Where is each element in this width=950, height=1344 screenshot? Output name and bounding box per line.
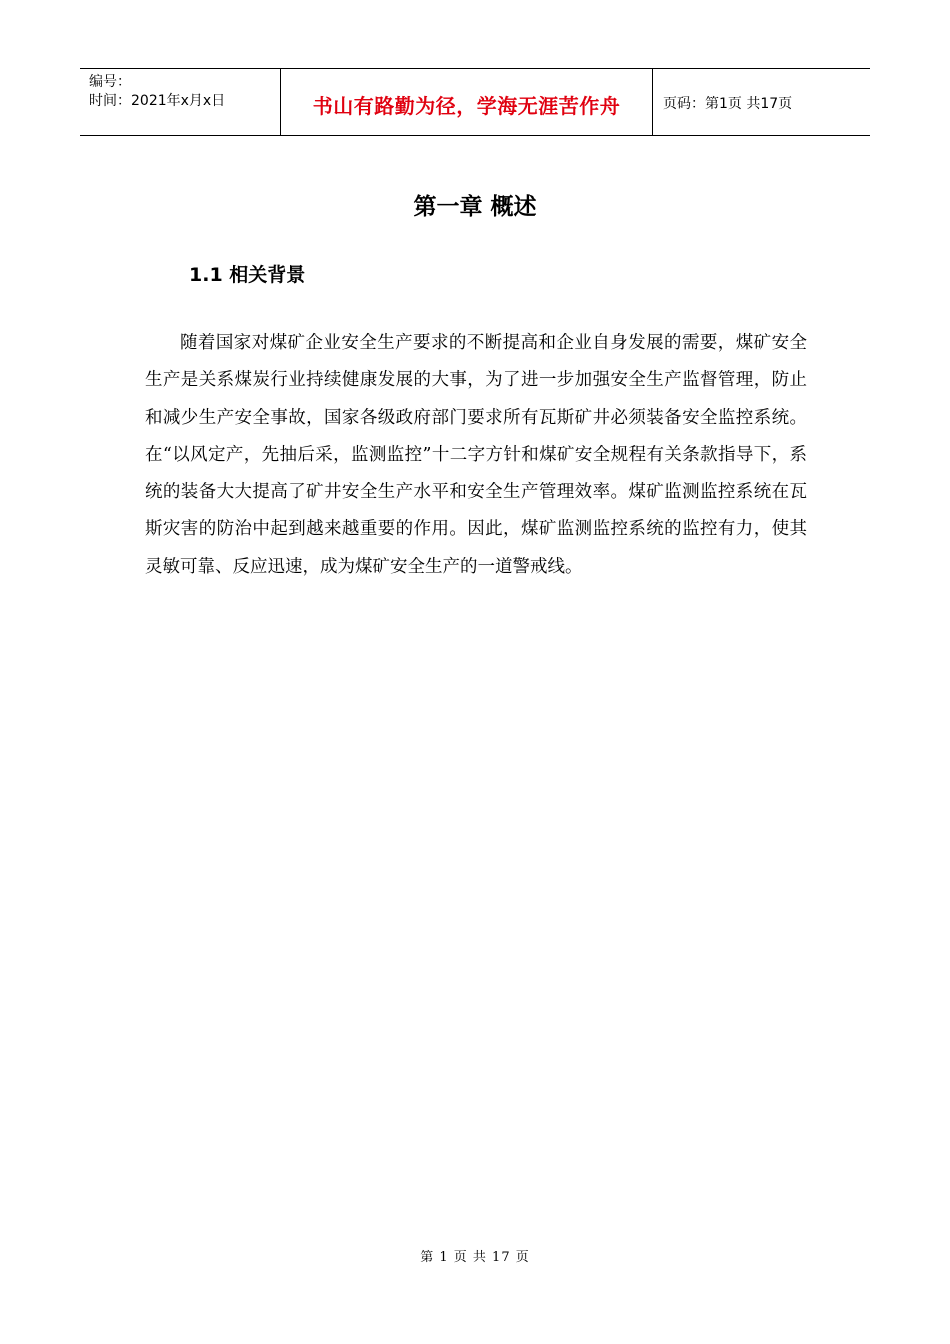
serial-number-label: 编号：	[89, 74, 131, 90]
body-paragraph: 随着国家对煤矿企业安全生产要求的不断提高和企业自身发展的需要，煤矿安全生产是关系煤炭行业持续健康发展的大事，为了进一步加强安全生产监督管理，防止和减少生产安全事故，国家各级政府部门要求所有瓦斯矿井必须装备安全监控系统。在“以风定产，先抽后采，监测监控”十二字方针和煤矿安全规程有关条款指导下，系统的装备大大提高了矿井安全生产水平和安全生产管理效率。煤矿监测监控系统在瓦斯灾害的防治中起到越来越重要的作用。因此，煤矿监测监控系统的监控有力，使其灵敏可靠、反应迅速，成为煤矿安全生产的一道警戒线。	[145, 333, 807, 577]
page-header-table	[80, 68, 870, 136]
header-page-info: 页码：第1页 共17页	[663, 96, 793, 112]
header-motto-cell	[281, 69, 653, 135]
chapter-title: 第一章 概述	[413, 194, 537, 220]
header-meta-cell	[80, 69, 281, 135]
section-title: 1.1 相关背景	[189, 264, 306, 286]
header-page-cell	[653, 69, 870, 135]
date-label: 时间：2021年x月x日	[89, 93, 226, 109]
page-footer: 第 1 页 共 17 页	[420, 1250, 530, 1265]
header-motto: 书山有路勤为径，学海无涯苦作舟	[312, 93, 621, 118]
